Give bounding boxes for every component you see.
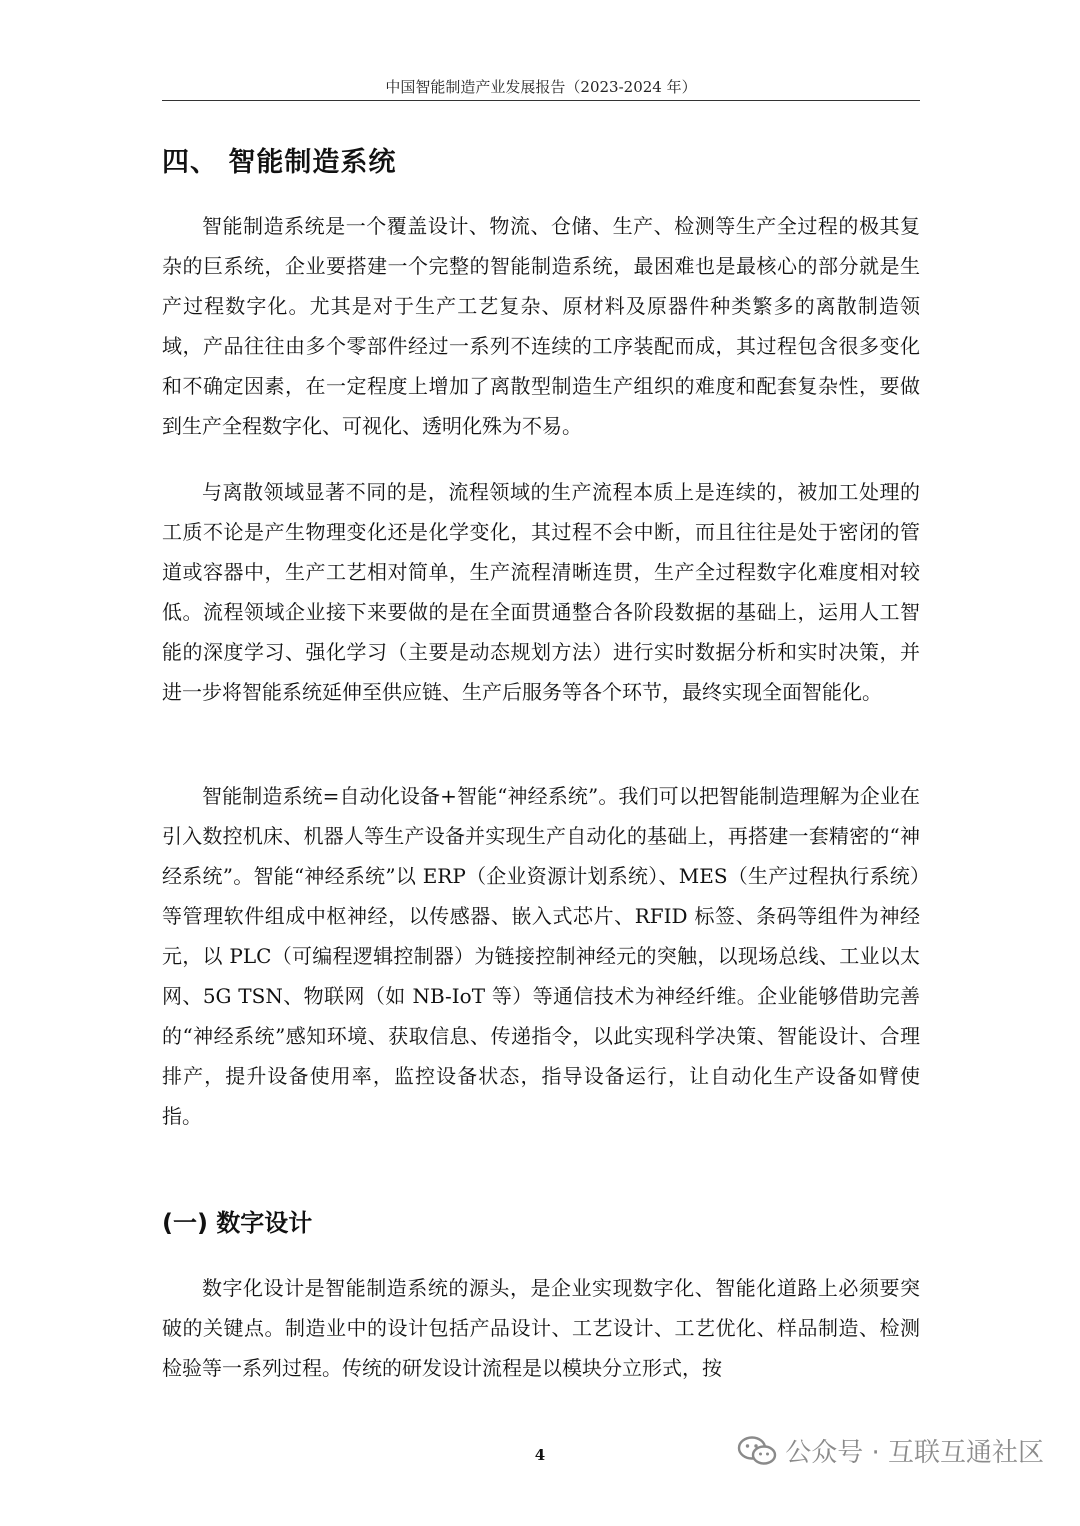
subsection-heading: (一) 数字设计 <box>162 1209 313 1237</box>
body-paragraph: 智能制造系统是一个覆盖设计、物流、仓储、生产、检测等生产全过程的极其复杂的巨系统，企业要搭建一个完整的智能制造系统，最困难也是最核心的部分就是生产过程数字化。尤其是对于生产工艺复杂、原材料及原器件种类繁多的离散制造领域，产品往往由多个零部件经过一系列不连续的工序装配而成，其过程包含很多变化和不确定因素，在一定程度上增加了离散型制造生产组织的难度和配套复杂性，要做到生产全程数字化、可视化、透明化殊为不易。 <box>162 214 920 438</box>
watermark <box>737 1432 1044 1469</box>
section-heading: 四、 智能制造系统 <box>162 147 397 178</box>
wechat-icon <box>737 1435 777 1467</box>
body-paragraph: 智能制造系统=自动化设备+智能“神经系统”。我们可以把智能制造理解为企业在引入数控机床、机器人等生产设备并实现生产自动化的基础上，再搭建一套精密的“神经系统”。智能“神经系统”以 ERP（企业资源计划系统）、MES（生产过程执行系统）等管理软件组成中枢神经，以传感器、嵌入式芯片、RFID 标签、条码等组件为神经元，以 PLC（可编程逻辑控制器）为链接控制神经元的突触，以现场总线、工业以太网、5G TSN、物联网（如 NB-IoT 等）等通信技术为神经纤维。企业能够借助完善的“神经系统”感知环境、获取信息、传递指令，以此实现科学决策、智能设计、合理排产，提升设备使用率，监控设备状态，指导设备运行，让自动化生产设备如臂使指。 <box>162 784 920 1128</box>
body-paragraph: 数字化设计是智能制造系统的源头，是企业实现数字化、智能化道路上必须要突破的关键点。制造业中的设计包括产品设计、工艺设计、工艺优化、样品制造、检测检验等一系列过程。传统的研发设计流程是以模块分立形式，按 <box>162 1276 920 1380</box>
watermark-text: 公众号 · 互联互通社区 <box>785 1438 1044 1468</box>
body-paragraph: 与离散领域显著不同的是，流程领域的生产流程本质上是连续的，被加工处理的工质不论是产生物理变化还是化学变化，其过程不会中断，而且往往是处于密闭的管道或容器中，生产工艺相对简单，生产流程清晰连贯，生产全过程数字化难度相对较低。流程领域企业接下来要做的是在全面贯通整合各阶段数据的基础上，运用人工智能的深度学习、强化学习（主要是动态规划方法）进行实时数据分析和实时决策，并进一步将智能系统延伸至供应链、生产后服务等各个环节，最终实现全面智能化。 <box>162 480 920 704</box>
header-divider <box>162 100 920 101</box>
page-number: 4 <box>534 1446 546 1464</box>
running-header: 中国智能制造产业发展报告（2023-2024 年） <box>385 78 697 96</box>
